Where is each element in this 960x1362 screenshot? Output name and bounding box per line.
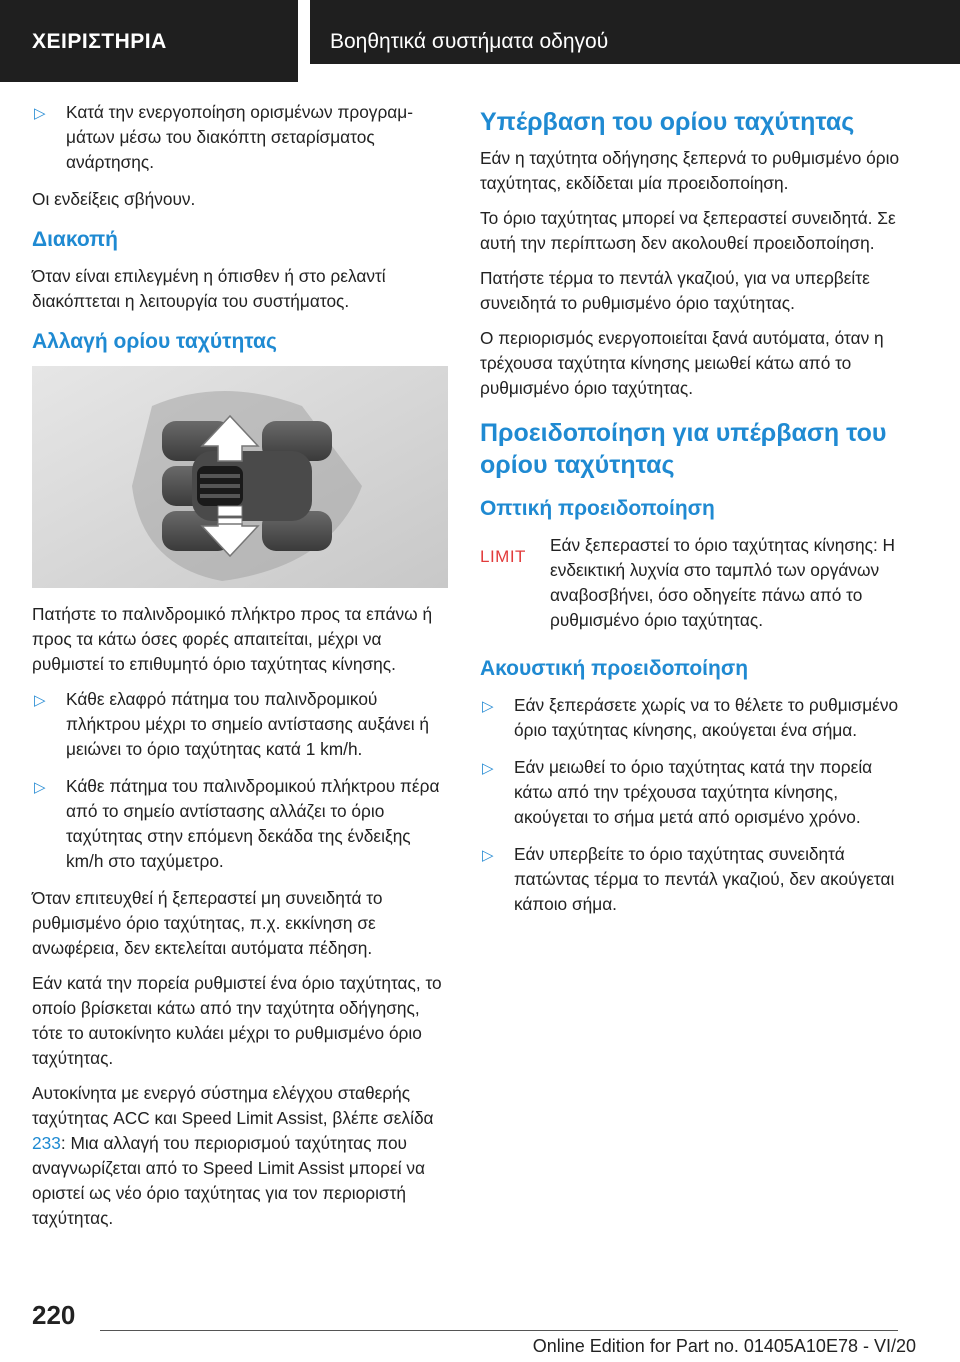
list-item-text: Εάν μειωθεί το όριο ταχύτητας κατά την πορεία κάτω από την τρέχουσα ταχύτητα κίνησης, ακούγεται το σήμα μετά από ορισμένο χρόνο. [514, 757, 873, 827]
subsection-heading: Οπτική προειδοποίηση [480, 497, 715, 520]
list-item-text: Εάν υπερβείτε το όριο ταχύτητας συνειδητά πατώντας τέρμα το πεντάλ γκαζιού, δεν ακούγεται κάποιο σήμα. [514, 844, 895, 914]
left-column [32, 100, 448, 1241]
list-item-text: Κάθε ελαφρό πάτημα του παλινδρομικού πλήκτρου μέχρι το σημείο αντίστασης αυξάνει ή μειώνει το όριο ταχύτητας κατά 1 km/h. [66, 689, 429, 759]
section-heading: Υπέρβαση του ορίου ταχύτητας [480, 108, 855, 136]
list-item [480, 842, 900, 917]
section-heading: Διακοπή [32, 228, 118, 251]
paragraph: Ο περιορισμός ενεργοποιείται ξανά αυτόματα, όταν η τρέχουσα ταχύτητα κίνησης μειωθεί κάτω από το ρυθμισμένο όριο ταχύτητας. [480, 328, 884, 398]
footer-divider [100, 1330, 898, 1331]
page-reference-link[interactable]: 233 [32, 1133, 61, 1153]
right-column [480, 100, 900, 929]
limit-indicator-icon: LIMIT [480, 547, 526, 566]
paragraph: Οι ενδείξεις σβήνουν. [32, 189, 196, 209]
subsection-heading: Ακουστική προειδοποίηση [480, 657, 749, 680]
list-item-text: Κάθε πάτημα του παλινδρομικού πλήκτρου πέρα από το σημείο αντίστασης αλλάζει το όριο ταχύτητας στην επόμενη δεκάδα της ένδειξης km/h στο ταχύμετρο. [66, 776, 440, 871]
triangle-bullet-icon: ▷ [34, 779, 46, 796]
section-heading: Αλλαγή ορίου ταχύτητας [32, 330, 277, 353]
paragraph: Το όριο ταχύτητας μπορεί να ξεπεραστεί συνειδητά. Σε αυτή την περίπτωση δεν ακολουθεί προειδοποίηση. [480, 208, 896, 253]
paragraph: Όταν επιτευχθεί ή ξεπεραστεί μη συνειδητά το ρυθμισμένο όριο ταχύτητας, π.χ. εκκίνηση σε ανωφέρεια, δεν εκτελείται αυτόματα πέδηση. [32, 888, 383, 958]
list-item [32, 687, 448, 762]
paragraph-text: : Μια αλλαγή του περιορισμού ταχύτητας που αναγνωρίζεται από το Speed Limit Assist μπορεί να οριστεί ως νέο όριο ταχύτητας για τον περιοριστή ταχύτητας. [32, 1133, 425, 1228]
triangle-bullet-icon: ▷ [482, 847, 494, 864]
paragraph: Εάν ξεπεραστεί το όριο ταχύτητας κίνησης: Η ενδεικτική λυχνία στο ταμπλό των οργάνων αναβοσβήνει, όσο οδηγείτε πάνω από το ρυθμισμένο όριο ταχύτητας. [550, 535, 896, 630]
section-title: ΧΕΙΡΙΣΤΗΡΙΑ [0, 0, 298, 82]
triangle-bullet-icon: ▷ [34, 692, 46, 709]
paragraph [32, 1081, 448, 1231]
paragraph: Πατήστε το παλινδρομικό πλήκτρο προς τα επάνω ή προς τα κάτω όσες φορές απαιτείται, μέχρι να ρυθμιστεί το επιθυμητό όριο ταχύτητας κίνησης. [32, 604, 433, 674]
paragraph-text: Αυτοκίνητα με ενεργό σύστημα ελέγχου σταθερής ταχύτητας ACC και Speed Limit Assist, βλέπε σελίδα [32, 1083, 434, 1128]
list-item [32, 774, 448, 874]
triangle-bullet-icon: ▷ [34, 105, 46, 122]
edition-info: Online Edition for Part no. 01405A10E78 - VI/20 [532, 1336, 916, 1356]
chapter-title: Βοηθητικά συστήματα οδηγού [310, 0, 960, 64]
triangle-bullet-icon: ▷ [482, 760, 494, 777]
paragraph: Πατήστε τέρμα το πεντάλ γκαζιού, για να υπερβείτε συνειδητά το ρυθμισμένο όριο ταχύτητας. [480, 268, 870, 313]
paragraph: Εάν κατά την πορεία ρυθμιστεί ένα όριο ταχύτητας, το οποίο βρίσκεται κάτω από την ταχύτητα οδήγησης, τότε το αυτοκίνητο κυλάει μέχρι το ρυθμισμένο όριο ταχύτητας. [32, 973, 442, 1068]
steering-wheel-button-photo [32, 366, 448, 588]
list-item [480, 755, 900, 830]
page-number: 220 [32, 1300, 76, 1330]
header-divider [298, 0, 310, 64]
paragraph: Εάν η ταχύτητα οδήγησης ξεπερνά το ρυθμισμένο όριο ταχύτητας, εκδίδεται μία προειδοποίηση. [480, 148, 900, 193]
list-item-text: Κατά την ενεργοποίηση ορισμένων προγραμμάτων μέσω του διακόπτη σεταρίσματος ανάρτησης. [66, 102, 413, 172]
section-heading: Προειδοποίηση για υπέρβαση του ορίου ταχύτητας [480, 419, 887, 479]
list-item [480, 693, 900, 743]
page-header [0, 0, 960, 82]
limit-warning-block [480, 533, 900, 633]
list-item-text: Εάν ξεπεράσετε χωρίς να το θέλετε το ρυθμισμένο όριο ταχύτητας κίνησης, ακούγεται ένα σήμα. [514, 695, 899, 740]
paragraph: Όταν είναι επιλεγμένη η όπισθεν ή στο ρελαντί διακόπτεται η λειτουργία του συστήματος. [32, 266, 386, 311]
rocker-switch-illustration [32, 366, 448, 588]
list-item [32, 100, 448, 175]
triangle-bullet-icon: ▷ [482, 698, 494, 715]
